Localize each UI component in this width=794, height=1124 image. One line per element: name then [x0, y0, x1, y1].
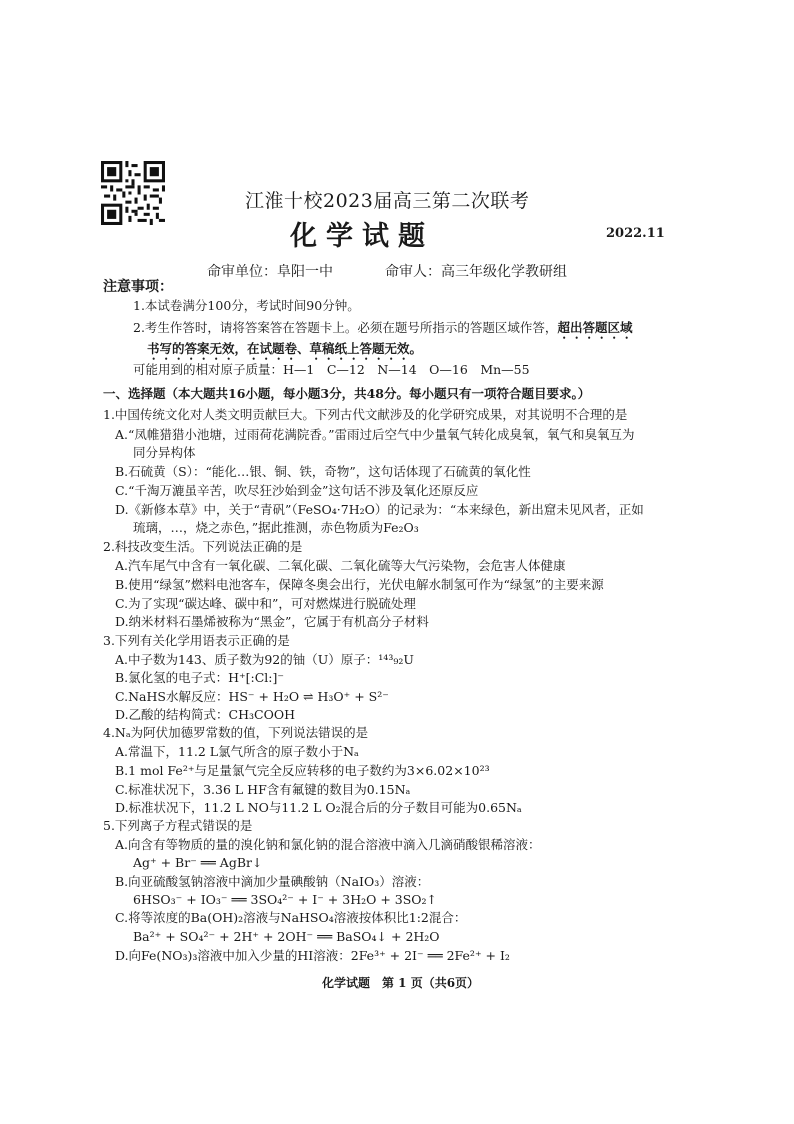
q5-option-a: A.向含有等物质的量的溴化钠和氯化钠的混合溶液中滴入几滴硝酸银稀溶液：: [115, 837, 541, 852]
author-line: [207, 261, 619, 281]
section-heading: 一、选择题（本大题共16小题，每小题3分，共48分。每小题只有一项符合题目要求。）: [103, 386, 591, 401]
q2-option-c: C.为了实现“碳达峰、碳中和”，可对燃煤进行脱硫处理: [115, 596, 416, 611]
exam-title: 江淮十校2023届高三第二次联考: [245, 190, 530, 212]
q4-option-d: D.标准状况下，11.2 L NO与11.2 L O₂混合后的分子数目可能为0.65Nₐ: [115, 800, 522, 815]
q1-option-b: B.石硫黄（S）：“能化…银、铜、铁，奇物”，这句话体现了石硫黄的氧化性: [115, 464, 531, 479]
notes-item-1: 1.本试卷满分100分，考试时间90分钟。: [133, 298, 360, 313]
q4-option-b: B.1 mol Fe²⁺与足量氯气完全反应转移的电子数约为3×6.02×10²³: [115, 763, 490, 778]
q3-option-a: A.中子数为143、质子数为92的铀（U）原子：¹⁴³₉₂U: [115, 652, 414, 667]
q4-option-a: A.常温下，11.2 L氯气所含的原子数小于Nₐ: [115, 744, 359, 759]
q3-option-d: D.乙酸的结构简式：CH₃COOH: [115, 707, 295, 722]
setting-author: 命审人：高三年级化学教研组: [385, 264, 567, 280]
q1-stem: 1.中国传统文化对人类文明贡献巨大。下列古代文献涉及的化学研究成果，对其说明不合理的是: [103, 407, 628, 422]
q5-stem: 5.下列离子方程式错误的是: [103, 818, 253, 833]
subject-title: 化学试题: [290, 221, 434, 252]
q3-stem: 3.下列有关化学用语表示正确的是: [103, 633, 290, 648]
page-footer: 化学试题 第 1 页（共6页）: [322, 976, 480, 990]
qr-code-image: [101, 161, 165, 225]
exam-date: 2022.11: [606, 226, 665, 241]
q5-option-d: D.向Fe(NO₃)₃溶液中加入少量的HI溶液：2Fe³⁺ + 2I⁻ ══ 2Fe²⁺ + I₂: [115, 948, 510, 963]
q2-option-d: D.纳米材料石墨烯被称为“黑金”，它属于有机高分子材料: [115, 614, 429, 629]
q1-option-a-continued: 同分异构体: [133, 445, 196, 460]
q4-stem: 4.Nₐ为阿伏加德罗常数的值，下列说法错误的是: [103, 725, 369, 740]
notes-item-2: [133, 320, 632, 342]
q2-option-b: B.使用“绿氢”燃料电池客车，保障冬奥会出行，光伏电解水制氢可作为“绿氢”的主要来源: [115, 577, 604, 592]
q5-option-c-equation: Ba²⁺ + SO₄²⁻ + 2H⁺ + 2OH⁻ ══ BaSO₄↓ + 2H₂O: [133, 929, 440, 944]
notes-item-2-emphasis: 超出答题区域: [557, 320, 633, 335]
q5-option-a-equation: Ag⁺ + Br⁻ ══ AgBr↓: [133, 855, 263, 870]
atomic-mass-line: 可能用到的相对原子质量：H—1 C—12 N—14 O—16 Mn—55: [133, 362, 530, 377]
q5-option-b-equation: 6HSO₃⁻ + IO₃⁻ ══ 3SO₄²⁻ + I⁻ + 3H₂O + 3SO₂↑: [133, 892, 438, 907]
q2-option-a: A.汽车尾气中含有一氧化碳、二氧化碳、二氧化硫等大气污染物，会危害人体健康: [115, 558, 566, 573]
q5-option-c: C.将等浓度的Ba(OH)₂溶液与NaHSO₄溶液按体积比1:2混合：: [115, 910, 467, 925]
notes-item-2-text: 2.考生作答时，请将答案答在答题卡上。必须在题号所指示的答题区域作答，: [133, 320, 558, 335]
notes-item-2-continued: 书写的答案无效，在试题卷、草稿纸上答题无效。: [147, 341, 423, 356]
q2-stem: 2.科技改变生活。下列说法正确的是: [103, 539, 303, 554]
notes-heading: 注意事项：: [103, 279, 173, 295]
q5-option-b: B.向亚硫酸氢钠溶液中滴加少量碘酸钠（NaIO₃）溶液：: [115, 874, 430, 889]
q1-option-d: D.《新修本草》中，关于“青矾”（FeSO₄·7H₂O）的记录为：“本来绿色，新出窟未见风者，正如: [115, 502, 644, 517]
setting-unit: 命审单位：阜阳一中: [207, 264, 333, 280]
q3-option-c: C.NaHS水解反应：HS⁻ + H₂O ⇌ H₃O⁺ + S²⁻: [115, 689, 389, 704]
q1-option-c: C.“千淘万漉虽辛苦，吹尽狂沙始到金”这句话不涉及氧化还原反应: [115, 483, 479, 498]
q3-option-b: B.氯化氢的电子式：H⁺[:Cl:]⁻: [115, 670, 284, 685]
q1-option-d-continued: 琉璃，…，烧之赤色，”据此推测，赤色物质为Fe₂O₃: [133, 520, 419, 535]
q1-option-a: A.“凤帷猎猎小池塘，过雨荷花满院香。”雷雨过后空气中少量氧气转化成臭氧，氧气和臭氧互为: [115, 427, 635, 442]
q4-option-c: C.标准状况下，3.36 L HF含有氟键的数目为0.15Nₐ: [115, 782, 411, 797]
